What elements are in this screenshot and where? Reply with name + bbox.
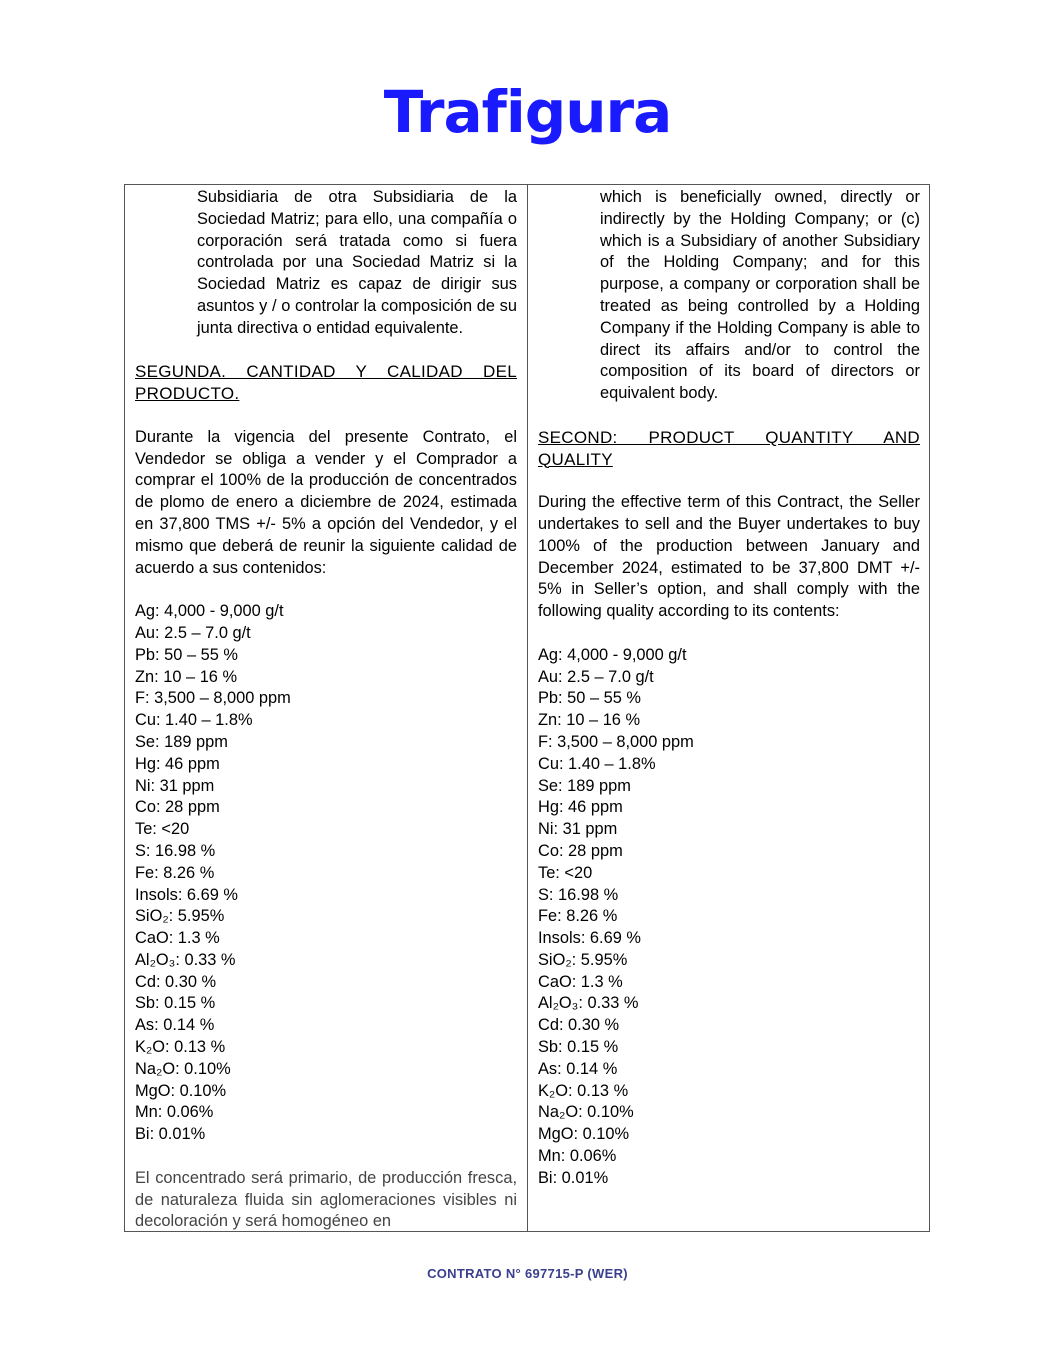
spanish-closing-paragraph: El concentrado será primario, de producción fresca, de naturaleza fluida sin aglomeraciones visibles ni decoloración y será homogéneo en (135, 1168, 517, 1231)
spanish-spec-list (135, 601, 517, 1146)
spec-item: Ag: 4,000 - 9,000 g/t (135, 602, 284, 621)
spec-item: Bi: 0.01% (538, 1168, 609, 1187)
spec-item: Fe: 8.26 % (135, 863, 215, 882)
spec-item: Se: 189 ppm (135, 732, 228, 751)
spec-item: As: 0.14 % (538, 1059, 618, 1078)
spec-item: Zn: 10 – 16 % (538, 711, 641, 730)
spec-item: Te: <20 (135, 820, 190, 839)
spec-item: MgO: 0.10% (135, 1081, 227, 1100)
spec-item: Mn: 0.06% (135, 1103, 214, 1122)
spec-item: Na₂O: 0.10% (135, 1059, 231, 1078)
spec-item: Au: 2.5 – 7.0 g/t (135, 623, 251, 642)
spec-item: S: 16.98 % (538, 885, 619, 904)
english-intro-paragraph: which is beneficially owned, directly or indirectly by the Holding Company; or (c) which is a Subsidiary of another Subsidiary of the Holding Company; and for this purpose, a company or corporation shall be treated as being controlled by a Holding Company if the Holding Company is able to direct its affairs and/or to control the composition of its board of directors or equivalent body. (600, 188, 920, 403)
spec-item: Al₂O₃: 0.33 % (135, 950, 236, 969)
spec-item: MgO: 0.10% (538, 1125, 630, 1144)
spec-item: Sb: 0.15 % (538, 1038, 619, 1057)
spanish-intro-paragraph: Subsidiaria de otra Subsidiaria de la Sociedad Matriz; para ello, una compañía o corporación será tratada como si fuera controlada por una Sociedad Matriz si la Sociedad Matriz es capaz de dirigir sus asuntos y / o controlar la composición de su junta directiva o entidad equivalente. (197, 188, 517, 337)
spec-item: Bi: 0.01% (135, 1125, 206, 1144)
english-body-paragraph: During the effective term of this Contract, the Seller undertakes to sell and the Buyer undertakes to buy 100% of the production between January and December 2024, estimated to be 37,800 DMT +/- 5% in Seller’s option, and shall comply with the following quality according to its contents: (538, 493, 920, 621)
spec-item: Hg: 46 ppm (538, 798, 623, 817)
spanish-column (125, 185, 528, 1231)
spec-item: Te: <20 (538, 863, 593, 882)
spec-item: K₂O: 0.13 % (538, 1081, 629, 1100)
spec-item: S: 16.98 % (135, 841, 216, 860)
spec-item: CaO: 1.3 % (538, 972, 623, 991)
spec-item: Mn: 0.06% (538, 1147, 617, 1166)
spec-item: Fe: 8.26 % (538, 907, 618, 926)
spec-item: CaO: 1.3 % (135, 929, 220, 948)
contract-number-footer: CONTRATO N° 697715-P (WER) (427, 1266, 628, 1281)
spec-item: Au: 2.5 – 7.0 g/t (538, 667, 654, 686)
spec-item: Na₂O: 0.10% (538, 1103, 634, 1122)
spec-item: Al₂O₃: 0.33 % (538, 994, 639, 1013)
spec-item: Sb: 0.15 % (135, 994, 216, 1013)
spec-item: SiO₂: 5.95% (135, 907, 225, 926)
spec-item: Zn: 10 – 16 % (135, 667, 238, 686)
spec-item: F: 3,500 – 8,000 ppm (538, 732, 694, 751)
spec-item: Cd: 0.30 % (135, 972, 217, 991)
spec-item: Co: 28 ppm (135, 798, 220, 817)
spec-item: Se: 189 ppm (538, 776, 631, 795)
spec-item: K₂O: 0.13 % (135, 1038, 226, 1057)
spanish-section-heading: SEGUNDA. CANTIDAD Y CALIDAD DEL PRODUCTO. (135, 362, 517, 404)
spec-item: As: 0.14 % (135, 1016, 215, 1035)
spec-item: Pb: 50 – 55 % (538, 689, 641, 708)
spanish-body-paragraph: Durante la vigencia del presente Contrato, el Vendedor se obliga a vender y el Comprador a comprar el 100% de la producción de concentrados de plomo de enero a diciembre de 2024, estimada en 37,800 TMS +/- 5% a opción del Vendedor, y el mismo que deberá de reunir la siguiente calidad de acuerdo a sus contenidos: (135, 427, 517, 577)
bilingual-contract-table (124, 184, 930, 1232)
spec-item: Cu: 1.40 – 1.8% (538, 754, 656, 773)
spec-item: Pb: 50 – 55 % (135, 645, 238, 664)
english-section-heading: SECOND: PRODUCT QUANTITY AND QUALITY (538, 427, 920, 469)
spec-item: Ag: 4,000 - 9,000 g/t (538, 645, 687, 664)
english-spec-list (538, 645, 920, 1190)
spec-item: Insols: 6.69 % (538, 929, 641, 948)
english-column (528, 185, 929, 1231)
spec-item: F: 3,500 – 8,000 ppm (135, 689, 291, 708)
trafigura-logo: Trafigura (383, 78, 672, 146)
spec-item: Insols: 6.69 % (135, 885, 238, 904)
spec-item: Co: 28 ppm (538, 841, 623, 860)
spec-item: Cd: 0.30 % (538, 1016, 620, 1035)
spec-item: Cu: 1.40 – 1.8% (135, 711, 253, 730)
spec-item: Ni: 31 ppm (538, 820, 618, 839)
spec-item: Ni: 31 ppm (135, 776, 215, 795)
spec-item: SiO₂: 5.95% (538, 950, 628, 969)
spec-item: Hg: 46 ppm (135, 754, 220, 773)
